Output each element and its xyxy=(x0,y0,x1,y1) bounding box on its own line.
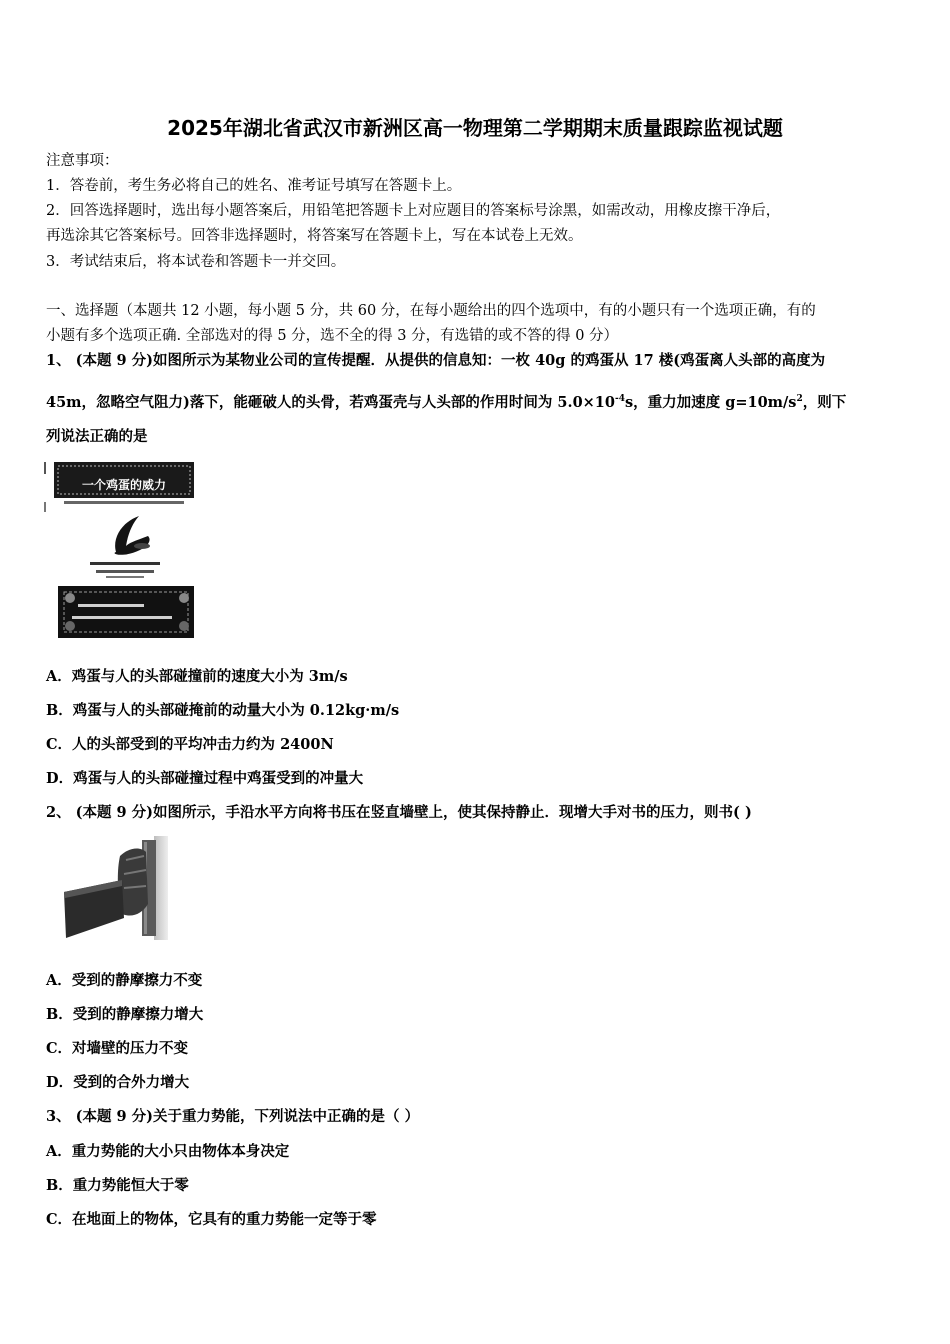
notice-item-3: 3．考试结束后，将本试卷和答题卡一并交回。 xyxy=(46,254,346,270)
q2-option-b: B．受到的静摩擦力增大 xyxy=(46,1006,204,1023)
q1-stem-superscript: 2 xyxy=(796,394,803,404)
q1-stem-exponent: -4 xyxy=(614,394,625,404)
egg-warning-poster xyxy=(44,458,198,644)
q3-option-a: A．重力势能的大小只由物体本身决定 xyxy=(46,1143,290,1160)
hand-pressing-book-figure xyxy=(62,834,180,942)
q1-stem-line2-mid: s，重力加速度 g=10m/s xyxy=(624,393,797,411)
wall xyxy=(154,836,168,940)
q3-stem: 3、 (本题 9 分)关于重力势能，下列说法中正确的是（ ） xyxy=(46,1108,420,1125)
notice-item-2: 2．回答选择题时，选出每小题答案后，用铅笔把答题卡上对应题目的答案标号涂黑，如需改动，用橡皮擦干净后， xyxy=(46,203,781,219)
section-intro-line2: 小题有多个选项正确. 全部选对的得 5 分，选不全的得 3 分，有选错的或不答的得 0 分） xyxy=(46,328,619,344)
q3-option-c: C．在地面上的物体，它具有的重力势能一定等于零 xyxy=(46,1211,377,1228)
q1-option-b: B．鸡蛋与人的头部碰掩前的动量大小为 0.12kg·m/s xyxy=(46,702,400,719)
q1-option-d: D．鸡蛋与人的头部碰撞过程中鸡蛋受到的冲量大 xyxy=(46,770,364,787)
notice-item-2-cont: 再选涂其它答案标号。回答非选择题时，将答案写在答题卡上，写在本试卷上无效。 xyxy=(46,228,583,244)
notice-heading: 注意事项： xyxy=(46,153,119,169)
section-intro-line1: 一、选择题（本题共 12 小题，每小题 5 分，共 60 分，在每小题给出的四个选项中，有的小题只有一个选项正确，有的 xyxy=(46,303,816,319)
q2-option-d: D．受到的合外力增大 xyxy=(46,1074,190,1091)
q1-stem-line1: 1、 (本题 9 分)如图所示为某物业公司的宣传提醒．从提供的信息知：一枚 40g 的鸡蛋从 17 楼(鸡蛋离人头部的高度为 xyxy=(46,352,826,369)
q1-stem-line2 xyxy=(46,389,846,413)
q1-option-c: C．人的头部受到的平均冲击力约为 2400N xyxy=(46,736,334,753)
notice-item-1: 1．答卷前，考生务必将自己的姓名、准考证号填写在答题卡上。 xyxy=(46,178,462,194)
exam-title: 2025年湖北省武汉市新洲区高一物理第二学期期末质量跟踪监视试题 xyxy=(167,116,783,140)
falling-egg-icon xyxy=(115,516,150,555)
q1-stem-line2-pre: 45m，忽略空气阻力)落下，能砸破人的头骨，若鸡蛋壳与人头部的作用时间为 5.0×10 xyxy=(46,393,615,411)
poster-bottom-banner xyxy=(58,586,194,638)
q3-option-b: B．重力势能恒大于零 xyxy=(46,1177,189,1194)
q2-option-a: A．受到的静摩擦力不变 xyxy=(46,972,203,989)
q2-option-c: C．对墙壁的压力不变 xyxy=(46,1040,189,1057)
q2-stem: 2、 (本题 9 分)如图所示，手沿水平方向将书压在竖直墙壁上，使其保持静止．现增大手对书的压力，则书( ) xyxy=(46,804,752,821)
poster-heading-text: 一个鸡蛋的威力 xyxy=(81,478,167,492)
q1-stem-line2-post: ，则下 xyxy=(802,393,847,411)
q1-option-a: A．鸡蛋与人的头部碰撞前的速度大小为 3m/s xyxy=(46,668,348,685)
q1-stem-line3: 列说法正确的是 xyxy=(46,428,148,445)
